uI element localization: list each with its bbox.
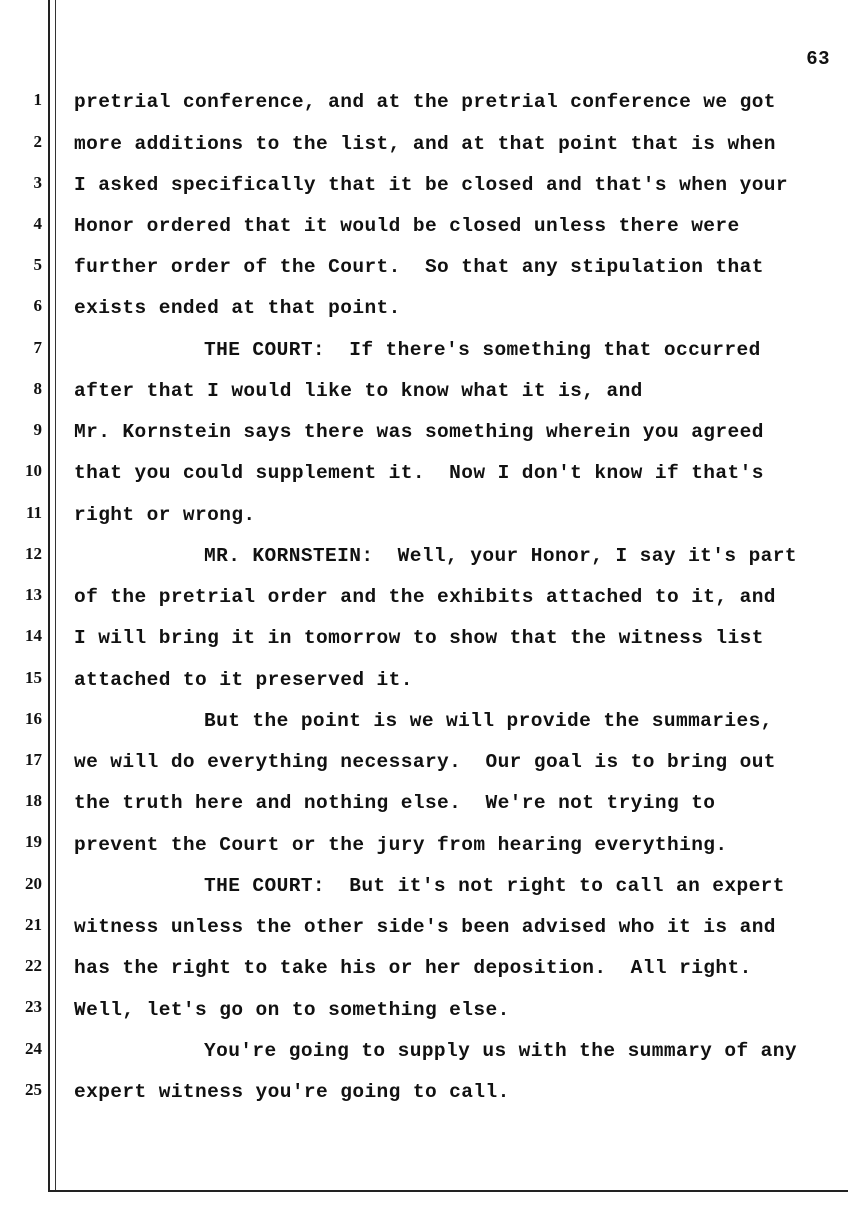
transcript-line: Mr. Kornstein says there was something wherein you agreed [74, 421, 764, 443]
transcript-line: prevent the Court or the jury from hearing everything. [74, 834, 728, 856]
transcript-line: the truth here and nothing else. We're not trying to [74, 792, 716, 814]
transcript-line: witness unless the other side's been advised who it is and [74, 916, 776, 938]
line-number: 24 [25, 1039, 42, 1058]
bottom-rule [48, 1190, 848, 1192]
line-number: 14 [25, 626, 42, 645]
transcript-line: of the pretrial order and the exhibits attached to it, and [74, 586, 776, 608]
line-number: 1 [33, 90, 42, 109]
transcript-line: I asked specifically that it be closed and that's when your [74, 174, 789, 196]
line-number: 20 [25, 874, 42, 893]
transcript-line: right or wrong. [74, 504, 256, 526]
line-number: 16 [25, 709, 42, 728]
transcript-line: THE COURT: But it's not right to call an expert [204, 875, 785, 897]
page-number: 63 [806, 48, 830, 70]
line-number: 6 [33, 296, 42, 315]
line-number: 9 [33, 420, 42, 439]
line-number: 11 [25, 503, 42, 522]
line-number: 21 [25, 915, 42, 934]
transcript-line: has the right to take his or her deposition. All right. [74, 957, 752, 979]
line-number: 13 [25, 585, 42, 604]
line-number: 18 [25, 791, 42, 810]
transcript-line: that you could supplement it. Now I don't know if that's [74, 462, 764, 484]
line-number: 10 [25, 461, 42, 480]
transcript-line: pretrial conference, and at the pretrial conference we got [74, 91, 776, 113]
transcript-line: we will do everything necessary. Our goal is to bring out [74, 751, 776, 773]
line-number: 22 [25, 956, 42, 975]
transcript-line: exists ended at that point. [74, 297, 401, 319]
line-number: 19 [25, 832, 42, 851]
line-number: 15 [25, 668, 42, 687]
line-number: 3 [33, 173, 42, 192]
line-number: 4 [33, 214, 42, 233]
line-number: 12 [25, 544, 42, 563]
transcript-line: further order of the Court. So that any stipulation that [74, 256, 764, 278]
transcript-line: attached to it preserved it. [74, 669, 413, 691]
transcript-line: I will bring it in tomorrow to show that the witness list [74, 627, 764, 649]
line-number: 23 [25, 997, 42, 1016]
left-margin-rule-outer [48, 0, 50, 1192]
line-number: 25 [25, 1080, 42, 1099]
line-number: 17 [25, 750, 42, 769]
line-number: 7 [33, 338, 42, 357]
left-margin-rule-inner [55, 0, 56, 1192]
transcript-line: MR. KORNSTEIN: Well, your Honor, I say it's part [204, 545, 797, 567]
line-number: 8 [33, 379, 42, 398]
line-number: 2 [33, 132, 42, 151]
line-number: 5 [33, 255, 42, 274]
transcript-line: more additions to the list, and at that point that is when [74, 133, 776, 155]
transcript-line: THE COURT: If there's something that occurred [204, 339, 761, 361]
transcript-line: Honor ordered that it would be closed unless there were [74, 215, 740, 237]
transcript-line: You're going to supply us with the summary of any [204, 1040, 797, 1062]
transcript-line: expert witness you're going to call. [74, 1081, 510, 1103]
transcript-line: after that I would like to know what it is, and [74, 380, 643, 402]
transcript-line: Well, let's go on to something else. [74, 999, 510, 1021]
transcript-line: But the point is we will provide the summaries, [204, 710, 773, 732]
